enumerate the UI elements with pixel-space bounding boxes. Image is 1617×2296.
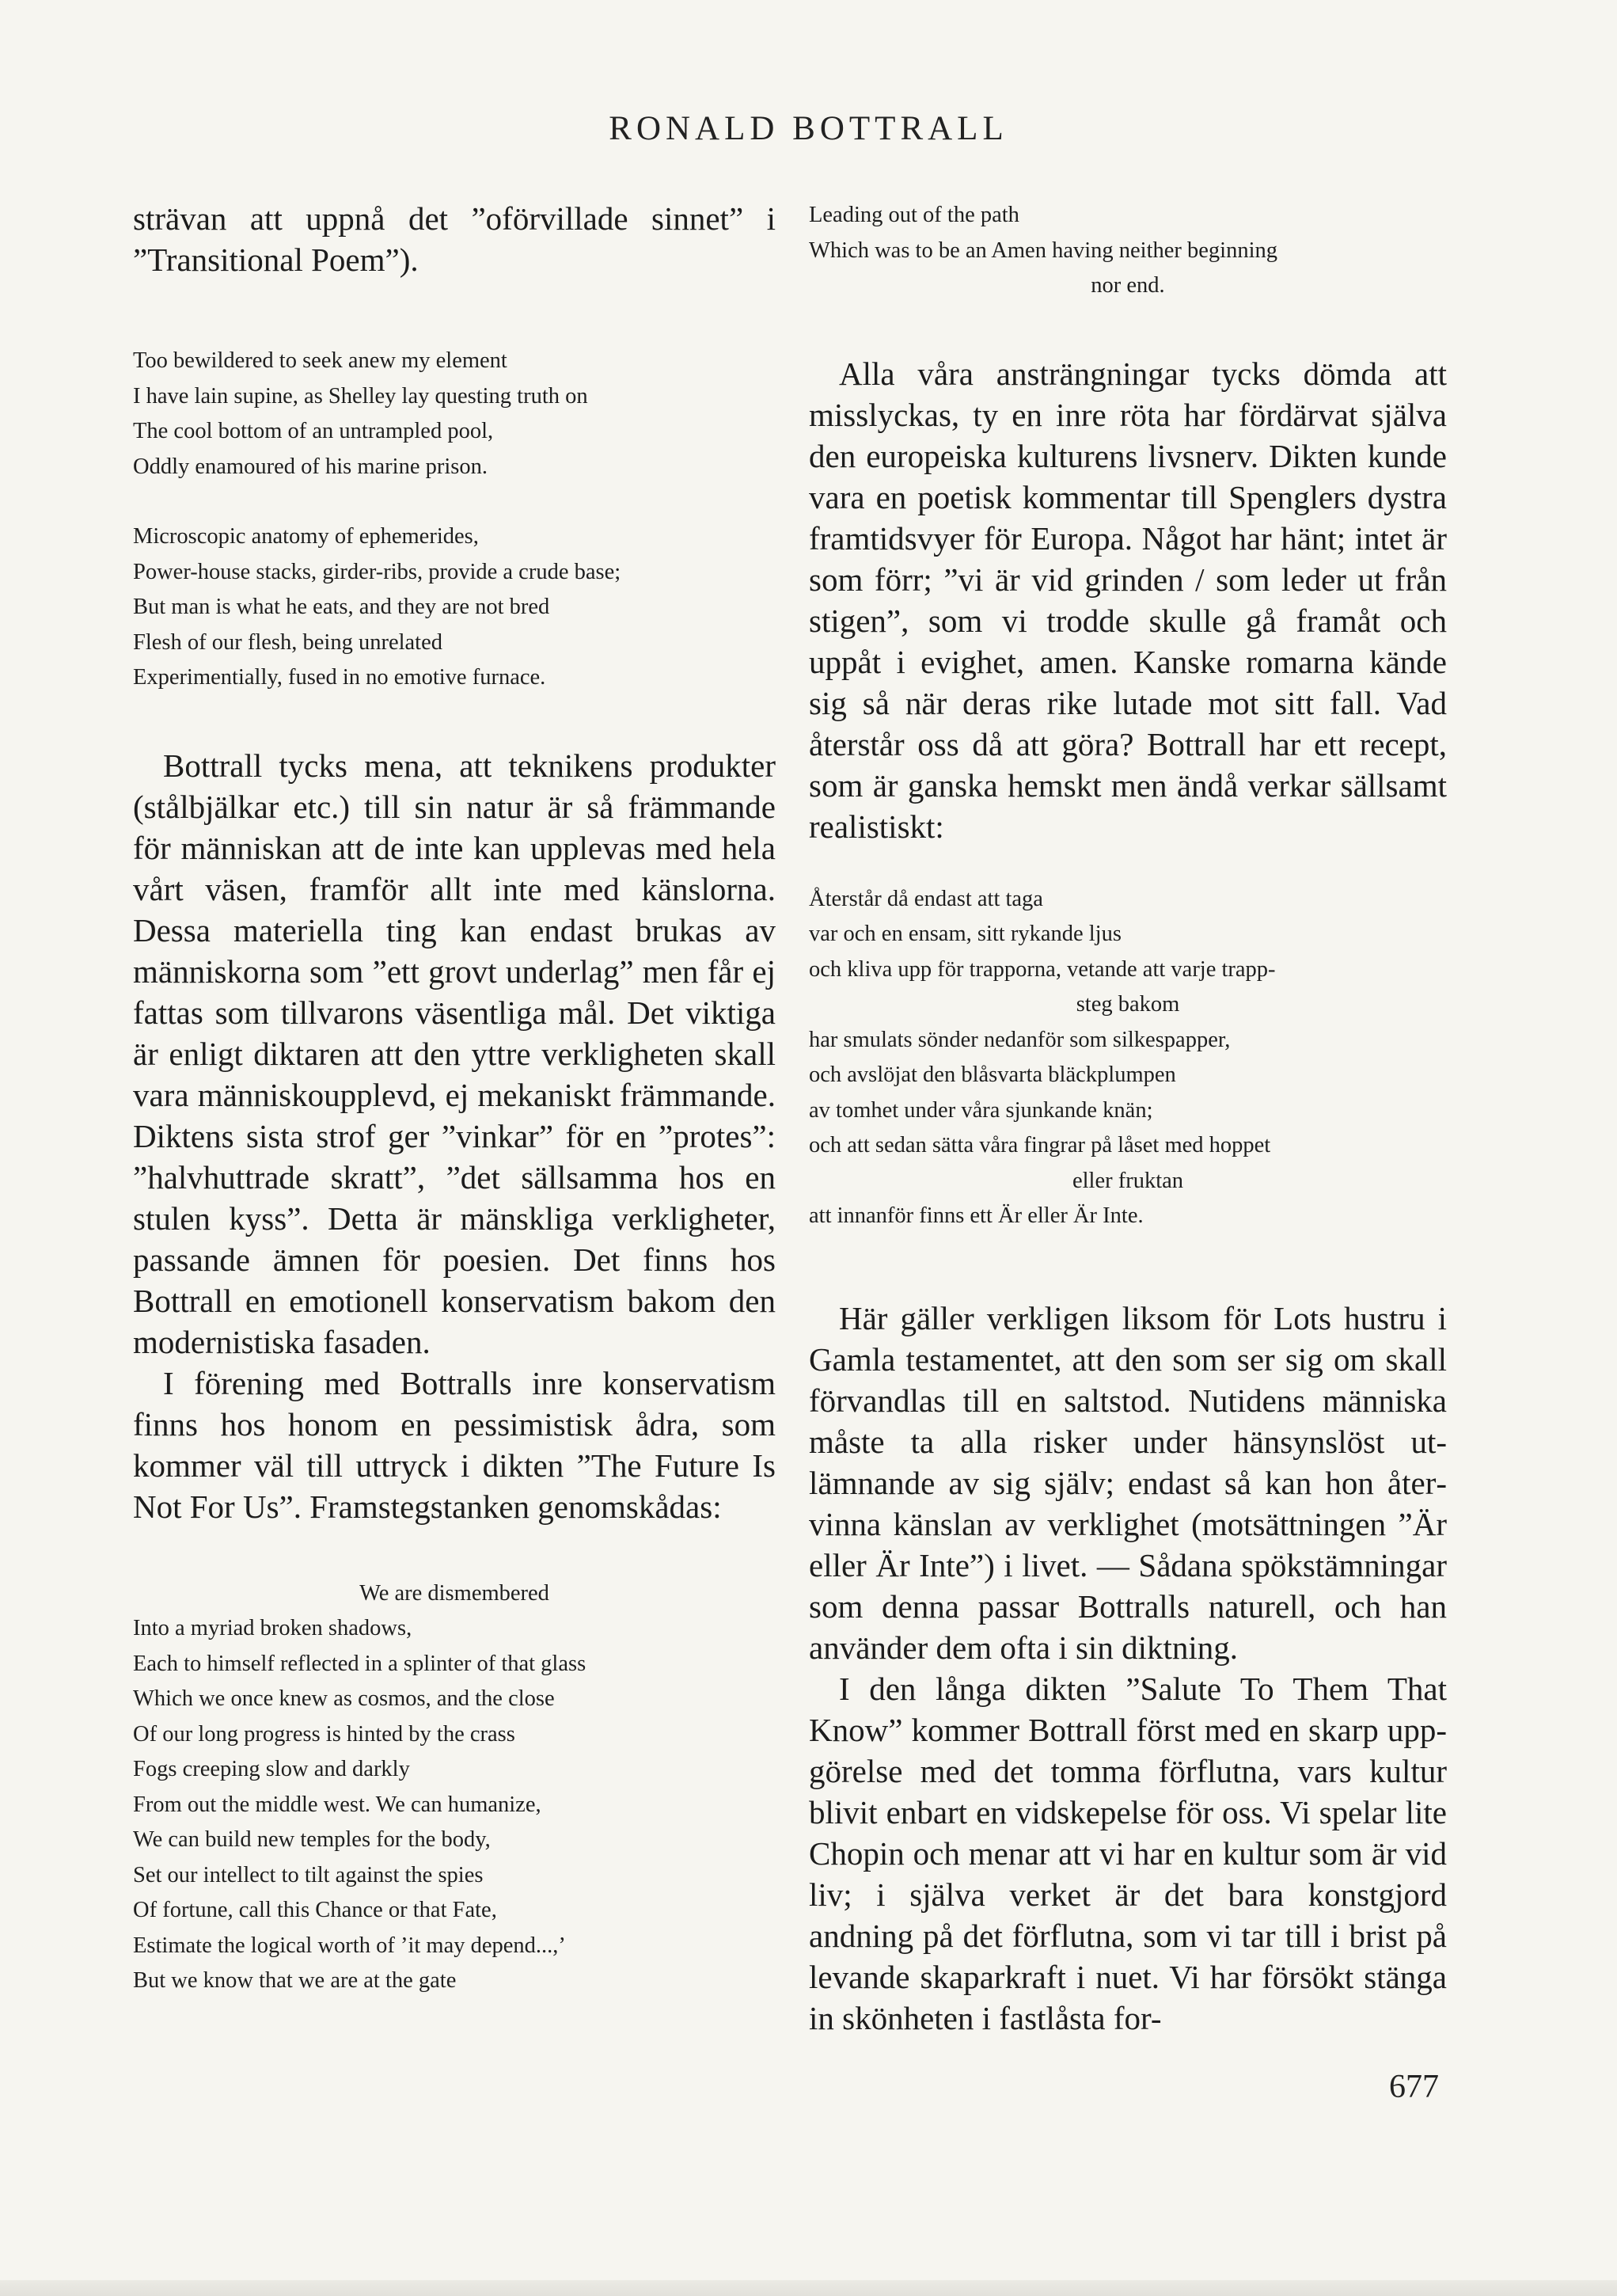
verse-line: Estimate the logical worth of ’it may depend...,’ bbox=[133, 1933, 566, 1958]
verse-line: Experimentially, fused in no emotive furnace. bbox=[133, 665, 546, 690]
verse-line: Oddly enamoured of his marine prison. bbox=[133, 454, 488, 479]
poem-2-continuation bbox=[809, 198, 1447, 304]
verse-line: och avslöjat den blåsvarta bläckplumpen bbox=[809, 1062, 1176, 1087]
verse-line: av tomhet under våra sjunkande knän; bbox=[809, 1097, 1153, 1123]
verse-line: Each to himself reflected in a splinter of that glass bbox=[133, 1651, 586, 1676]
paragraph-5: Här gäller verkligen liksom för Lots hustru i Gamla testamentet, att den som ser sig om skall förvandlas till en saltstod. Nutidens människa måste ta alla risker under hänsynslöst utlämnande av sig själv; endast så kan hon återvinna känslan av verklighet (motsättningen ”Är eller Är Inte”) i livet. — Sådana spökstämningar som denna passar Bottralls naturell, och han använder dem ofta i sin diktning. bbox=[809, 1299, 1447, 1666]
verse-line: The cool bottom of an untrampled pool, bbox=[133, 419, 494, 443]
right-column bbox=[809, 198, 1447, 2039]
verse-line: Of fortune, call this Chance or that Fate, bbox=[133, 1898, 497, 1922]
paragraph-6: I den långa dikten ”Salute To Them That Know” kommer Bottrall först med en skarp uppgörelse med det tomma förflutna, vars kultur blivit enbart en vidskepelse för oss. Vi spelar lite Chopin och menar att vi har en kultur som är vid liv; i själva verket är det bara konstgjord andning på det förflutna, som vi tar till i brist på levande skaparkraft i nuet. Vi har försökt stänga in skönheten i fastlåsta for- bbox=[809, 1670, 1447, 2036]
left-column bbox=[133, 198, 776, 1999]
verse-line: We can build new temples for the body, bbox=[133, 1827, 491, 1852]
verse-line: Which we once knew as cosmos, and the close bbox=[133, 1686, 555, 1711]
verse-line: Microscopic anatomy of ephemerides, bbox=[133, 524, 479, 549]
verse-line: From out the middle west. We can humanize, bbox=[133, 1792, 541, 1817]
verse-line: Återstår då endast att taga bbox=[809, 886, 1043, 911]
verse-line: att innanför finns ett Är eller Är Inte. bbox=[809, 1203, 1144, 1228]
verse-line: Into a myriad broken shadows, bbox=[133, 1616, 412, 1640]
verse-line: Of our long progress is hinted by the crass bbox=[133, 1721, 515, 1747]
verse-line: I have lain supine, as Shelley lay questing truth on bbox=[133, 383, 588, 409]
verse-line: But man is what he eats, and they are not bred bbox=[133, 595, 550, 619]
verse-line: Too bewildered to seek anew my element bbox=[133, 348, 507, 373]
page-number: 677 bbox=[1389, 2069, 1439, 2105]
running-header: RONALD BOTTRALL bbox=[609, 110, 1008, 147]
verse-line: But we know that we are at the gate bbox=[133, 1968, 457, 1993]
verse-line: steg bakom bbox=[1076, 992, 1180, 1017]
paragraph-1: strävan att uppnå det ”oförvillade sinnet” i ”Transitional Poem”). bbox=[133, 200, 776, 278]
verse-line: och kliva upp för trapporna, vetande att varje trapp- bbox=[809, 956, 1276, 982]
verse-line: Leading out of the path bbox=[809, 203, 1019, 227]
verse-line: We are dismembered bbox=[359, 1580, 549, 1606]
paragraph-4: Alla våra ansträngningar tycks dömda att misslyckas, ty en inre röta har fördärvat själva den europeiska kulturens livsnerv. Dikten kunde vara en poetisk kommentar till Spenglers dystra framtidsvyer för Europa. Något har hänt; intet är som förr; ”vi är vid grinden / som leder ut från stigen”, som vi trodde skulle gå framåt och uppåt i evighet, amen. Kanske romarna kände sig så när deras rike lutade mot sitt fall. Vad återstår oss då att göra? Bottrall har ett recept, som är ganska hemskt men ändå verkar sällsamt realistiskt: bbox=[809, 355, 1447, 845]
verse-line: har smulats sönder nedanför som silkespapper, bbox=[809, 1027, 1231, 1052]
page-bottom-edge bbox=[0, 2280, 1617, 2296]
poem-3 bbox=[809, 882, 1447, 1234]
poem-1-stanza-1 bbox=[133, 344, 776, 485]
verse-line: eller fruktan bbox=[1072, 1168, 1184, 1193]
poem-2 bbox=[133, 1576, 776, 1999]
verse-line: var och en ensam, sitt rykande ljus bbox=[809, 922, 1122, 946]
verse-line: Fogs creeping slow and darkly bbox=[133, 1757, 410, 1781]
paragraph-2: Bottrall tycks mena, att teknikens produkter (stålbjälkar etc.) till sin natur är så främmande för människan att de inte kan upplevas med hela vårt väsen, framför allt inte med känslorna. Dessa materiella ting kan endast brukas av människorna som ”ett grovt underlag” men får ej fattas som tillvarons väsentliga mål. Det viktiga är enligt diktaren att den yttre verkligheten skall vara människoupplevd, ej mekaniskt främmande. Diktens sista strof ger ”vinkar” för en ”protes”: ”halvhuttrade skratt”, ”det sällsamma hos en stulen kyss”. Detta är mänskliga verkligheter, passande ämnen för poesien. Det finns hos Bottrall en emotionell konservatism bakom den modernistiska fasaden. bbox=[133, 747, 776, 1360]
verse-line: och att sedan sätta våra fingrar på låset med hoppet bbox=[809, 1133, 1271, 1158]
verse-line: nor end. bbox=[1091, 273, 1165, 298]
verse-line: Power-house stacks, girder-ribs, provide a crude base; bbox=[133, 559, 621, 584]
verse-line: Set our intellect to tilt against the spies bbox=[133, 1862, 484, 1887]
poem-1-stanza-2 bbox=[133, 519, 776, 696]
paragraph-3: I förening med Bottralls inre konservatism finns hos honom en pessimistisk ådra, som kommer väl till uttryck i dikten ”The Future Is Not For Us”. Framstegstanken genomskådas: bbox=[133, 1364, 776, 1525]
verse-line: Which was to be an Amen having neither beginning bbox=[809, 238, 1278, 263]
verse-line: Flesh of our flesh, being unrelated bbox=[133, 629, 442, 655]
